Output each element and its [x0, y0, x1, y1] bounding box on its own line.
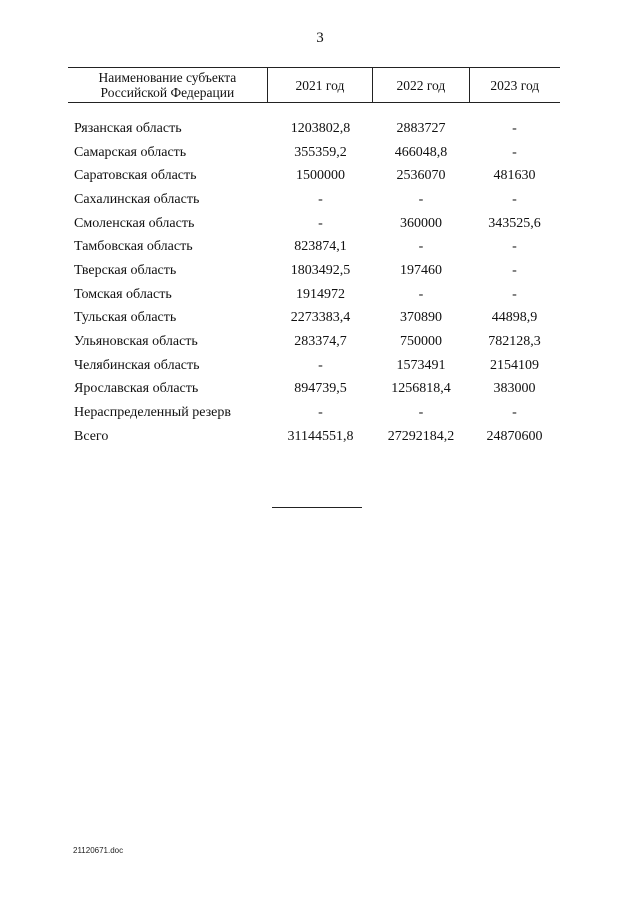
region-name: Всего: [74, 428, 109, 444]
value-2021: 1803492,5: [290, 262, 351, 278]
value-2022: 27292184,2: [387, 428, 455, 444]
value-2021: -: [318, 191, 323, 207]
table-row: [68, 425, 560, 449]
page-number: 3: [316, 30, 324, 46]
header-subject-line2: Российской Федерации: [100, 85, 235, 100]
region-name: Томская область: [74, 286, 172, 302]
value-2023: 343525,6: [488, 215, 541, 231]
value-2021: 283374,7: [294, 334, 347, 350]
value-2022: 2883727: [396, 120, 446, 136]
value-2023: 383000: [493, 381, 536, 397]
region-name: Ульяновская область: [74, 334, 198, 350]
table-row: [68, 401, 560, 425]
value-2022: 197460: [400, 262, 442, 278]
value-2023: 782128,3: [488, 334, 541, 350]
header-subject-name: [68, 68, 268, 102]
table-row: [68, 141, 560, 165]
value-2023: -: [512, 120, 517, 136]
value-2023: -: [512, 191, 517, 207]
value-2023: -: [512, 286, 517, 302]
header-subject-line1: Наименование субъекта: [98, 70, 237, 85]
value-2021: -: [318, 357, 323, 373]
table-row: [68, 283, 560, 307]
value-2022: 2536070: [396, 168, 446, 184]
value-2021: 823874,1: [294, 239, 347, 255]
value-2022: -: [418, 191, 424, 207]
region-name: Саратовская область: [74, 168, 197, 184]
region-name: Самарская область: [74, 144, 187, 160]
document-code: 21120671.doc: [73, 846, 124, 855]
table-row: [68, 164, 560, 188]
allocation-table: [68, 67, 560, 444]
table-row: [68, 378, 560, 402]
table-row: [68, 188, 560, 212]
value-2022: -: [418, 405, 424, 421]
value-2022: -: [418, 286, 424, 302]
table-row: [68, 235, 560, 259]
table-row: [68, 354, 560, 378]
value-2023: -: [512, 405, 517, 421]
value-2023: 2154109: [490, 357, 539, 373]
value-2023: 44898,9: [491, 310, 538, 326]
table-row: [68, 117, 560, 141]
region-name: Челябинская область: [74, 357, 200, 373]
value-2021: -: [318, 215, 323, 231]
value-2022: 1573491: [396, 357, 446, 373]
value-2023: -: [512, 239, 517, 255]
value-2021: 894739,5: [294, 381, 347, 397]
region-name: Рязанская область: [74, 120, 182, 136]
value-2021: -: [318, 405, 323, 421]
end-divider: [272, 507, 362, 508]
value-2021: 31144551,8: [287, 428, 354, 444]
region-name: Тульская область: [74, 310, 177, 326]
region-name: Нераспределенный резерв: [74, 405, 231, 421]
table-row: [68, 259, 560, 283]
header-year-2023: 2023 год: [490, 77, 540, 93]
value-2023: 24870600: [486, 428, 543, 444]
value-2022: 1256818,4: [391, 381, 451, 397]
header-year-2021: 2021 год: [268, 68, 373, 102]
table-row: [68, 330, 560, 354]
table-row: [68, 307, 560, 331]
value-2023: -: [512, 262, 517, 278]
table-header: [68, 67, 560, 103]
value-2021: 355359,2: [294, 144, 347, 160]
value-2022: 370890: [400, 310, 442, 326]
value-2021: 1500000: [296, 168, 345, 184]
region-name: Тамбовская область: [74, 239, 193, 255]
region-name: Ярославская область: [74, 381, 199, 397]
value-2022: 360000: [400, 215, 442, 231]
value-2022: 466048,8: [394, 144, 448, 160]
value-2023: -: [512, 144, 517, 160]
value-2021: 2273383,4: [290, 310, 351, 326]
header-year-2022: 2022 год: [373, 68, 469, 102]
table-row: [68, 212, 560, 236]
region-name: Сахалинская область: [74, 191, 200, 207]
value-2021: 1914972: [296, 286, 345, 302]
value-2022: -: [418, 239, 424, 255]
table-body: [68, 117, 560, 449]
region-name: Тверская область: [74, 262, 177, 278]
region-name: Смоленская область: [74, 215, 195, 231]
value-2023: 481630: [493, 168, 536, 184]
value-2021: 1203802,8: [290, 120, 351, 136]
value-2022: 750000: [400, 334, 442, 350]
